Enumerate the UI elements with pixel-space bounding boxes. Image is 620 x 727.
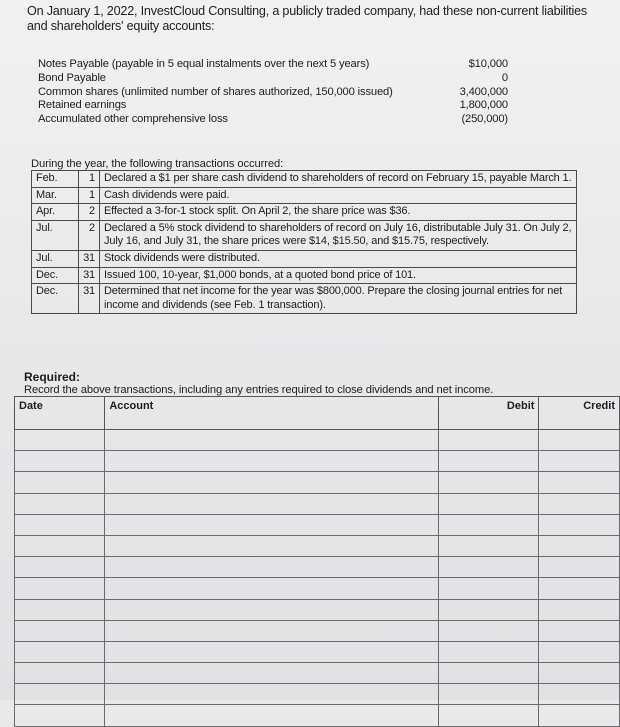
debit-cell[interactable] — [439, 663, 539, 684]
transaction-day: 2 — [79, 204, 100, 221]
credit-cell[interactable] — [539, 472, 620, 493]
transaction-row — [32, 171, 577, 188]
transaction-month: Dec. — [32, 284, 79, 314]
transaction-day: 1 — [79, 187, 100, 204]
account-cell[interactable] — [105, 557, 439, 578]
debit-cell[interactable] — [439, 620, 539, 641]
date-cell[interactable] — [15, 451, 105, 472]
account-cell[interactable] — [105, 663, 439, 684]
account-cell[interactable] — [105, 535, 439, 556]
account-name: Accumulated other comprehensive loss — [38, 113, 228, 126]
transaction-month: Jul. — [32, 220, 79, 250]
transaction-month: Mar. — [32, 187, 79, 204]
credit-cell[interactable] — [539, 663, 620, 684]
account-row — [38, 99, 508, 113]
transaction-row — [32, 204, 577, 221]
account-name: Bond Payable — [38, 71, 106, 84]
journal-row — [15, 578, 620, 599]
account-amount: 0 — [501, 71, 508, 84]
debit-cell[interactable] — [439, 705, 539, 726]
intro-paragraph: On January 1, 2022, InvestCloud Consulting, a publicly traded company, had these non-current liabilities and shareholders' equity accounts: — [27, 4, 588, 33]
transaction-text: Cash dividends were paid. — [100, 187, 577, 204]
transaction-day: 2 — [79, 220, 100, 250]
date-cell[interactable] — [15, 684, 105, 705]
date-column-header: Date — [15, 397, 105, 430]
journal-header-row — [15, 397, 620, 430]
credit-column-header: Credit — [539, 397, 620, 430]
transaction-text: Determined that net income for the year was $800,000. Prepare the closing journal entries for net income and dividends (see Feb. 1 transaction). — [100, 284, 577, 314]
credit-cell[interactable] — [539, 705, 620, 726]
transaction-text: Declared a $1 per share cash dividend to shareholders of record on February 15, payable March 1. — [100, 171, 577, 188]
transactions-table — [31, 170, 577, 314]
credit-cell[interactable] — [539, 641, 620, 662]
credit-cell[interactable] — [539, 430, 620, 451]
journal-row — [15, 705, 620, 726]
debit-cell[interactable] — [439, 535, 539, 556]
date-cell[interactable] — [15, 663, 105, 684]
transaction-day: 31 — [79, 284, 100, 314]
debit-cell[interactable] — [439, 599, 539, 620]
transactions-heading: During the year, the following transactions occurred: — [31, 158, 284, 170]
accounts-list — [38, 58, 508, 127]
journal-row — [15, 514, 620, 535]
required-heading: Required: — [24, 370, 81, 384]
debit-cell[interactable] — [439, 430, 539, 451]
debit-cell[interactable] — [439, 684, 539, 705]
transaction-text: Issued 100, 10-year, $1,000 bonds, at a quoted bond price of 101. — [100, 267, 577, 284]
debit-cell[interactable] — [439, 451, 539, 472]
credit-cell[interactable] — [539, 557, 620, 578]
journal-row — [15, 430, 620, 451]
account-row — [38, 113, 508, 127]
journal-entry-table — [14, 396, 620, 727]
debit-cell[interactable] — [439, 514, 539, 535]
account-column-header: Account — [105, 397, 439, 430]
account-cell[interactable] — [105, 620, 439, 641]
date-cell[interactable] — [15, 578, 105, 599]
debit-column-header: Debit — [439, 397, 539, 430]
debit-cell[interactable] — [439, 557, 539, 578]
journal-row — [15, 663, 620, 684]
account-amount: 1,800,000 — [459, 99, 508, 112]
credit-cell[interactable] — [539, 620, 620, 641]
journal-row — [15, 684, 620, 705]
credit-cell[interactable] — [539, 535, 620, 556]
transaction-row — [32, 220, 577, 250]
transaction-month: Feb. — [32, 171, 79, 188]
account-cell[interactable] — [105, 472, 439, 493]
account-name: Retained earnings — [38, 99, 127, 112]
account-cell[interactable] — [105, 451, 439, 472]
account-cell[interactable] — [105, 641, 439, 662]
transaction-text: Stock dividends were distributed. — [100, 250, 577, 267]
date-cell[interactable] — [15, 472, 105, 493]
transaction-row — [32, 250, 577, 267]
transaction-month: Dec. — [32, 267, 79, 284]
date-cell[interactable] — [15, 430, 105, 451]
date-cell[interactable] — [15, 705, 105, 726]
journal-row — [15, 472, 620, 493]
account-amount: 3,400,000 — [459, 85, 508, 98]
account-cell[interactable] — [105, 514, 439, 535]
required-instructions: Record the above transactions, including any entries required to close dividends and net income. — [24, 384, 494, 396]
debit-cell[interactable] — [439, 472, 539, 493]
account-row — [38, 72, 508, 86]
transaction-day: 31 — [79, 250, 100, 267]
account-row — [38, 86, 508, 100]
credit-cell[interactable] — [539, 451, 620, 472]
credit-cell[interactable] — [539, 599, 620, 620]
account-cell[interactable] — [105, 430, 439, 451]
transaction-day: 31 — [79, 267, 100, 284]
journal-body — [15, 430, 620, 727]
account-cell[interactable] — [105, 578, 439, 599]
transaction-row — [32, 267, 577, 284]
transaction-day: 1 — [79, 171, 100, 188]
account-cell[interactable] — [105, 705, 439, 726]
date-cell[interactable] — [15, 620, 105, 641]
credit-cell[interactable] — [539, 578, 620, 599]
journal-row — [15, 620, 620, 641]
journal-row — [15, 535, 620, 556]
transaction-month: Jul. — [32, 250, 79, 267]
account-name: Common shares (unlimited number of shares authorized, 150,000 issued) — [38, 85, 393, 98]
account-cell[interactable] — [105, 684, 439, 705]
date-cell[interactable] — [15, 535, 105, 556]
journal-row — [15, 641, 620, 662]
transaction-row — [32, 187, 577, 204]
transaction-row — [32, 284, 577, 314]
date-cell[interactable] — [15, 641, 105, 662]
transaction-text: Declared a 5% stock dividend to shareholders of record on July 16, distributable July 31. On July 2, July 16, and July 31, the share prices were $14, $15.50, and $15.75, respectively. — [100, 220, 577, 250]
account-cell[interactable] — [105, 599, 439, 620]
debit-cell[interactable] — [439, 641, 539, 662]
date-cell[interactable] — [15, 557, 105, 578]
date-cell[interactable] — [15, 493, 105, 514]
credit-cell[interactable] — [539, 514, 620, 535]
journal-row — [15, 557, 620, 578]
journal-row — [15, 493, 620, 514]
account-amount: (250,000) — [461, 113, 508, 126]
debit-cell[interactable] — [439, 493, 539, 514]
account-name: Notes Payable (payable in 5 equal instalments over the next 5 years) — [38, 58, 370, 70]
date-cell[interactable] — [15, 514, 105, 535]
credit-cell[interactable] — [539, 493, 620, 514]
date-cell[interactable] — [15, 599, 105, 620]
account-row — [38, 58, 508, 72]
journal-row — [15, 451, 620, 472]
debit-cell[interactable] — [439, 578, 539, 599]
account-cell[interactable] — [105, 493, 439, 514]
account-amount: $10,000 — [468, 58, 508, 70]
journal-row — [15, 599, 620, 620]
transaction-month: Apr. — [32, 204, 79, 221]
credit-cell[interactable] — [539, 684, 620, 705]
transaction-text: Effected a 3-for-1 stock split. On April 2, the share price was $36. — [100, 204, 577, 221]
